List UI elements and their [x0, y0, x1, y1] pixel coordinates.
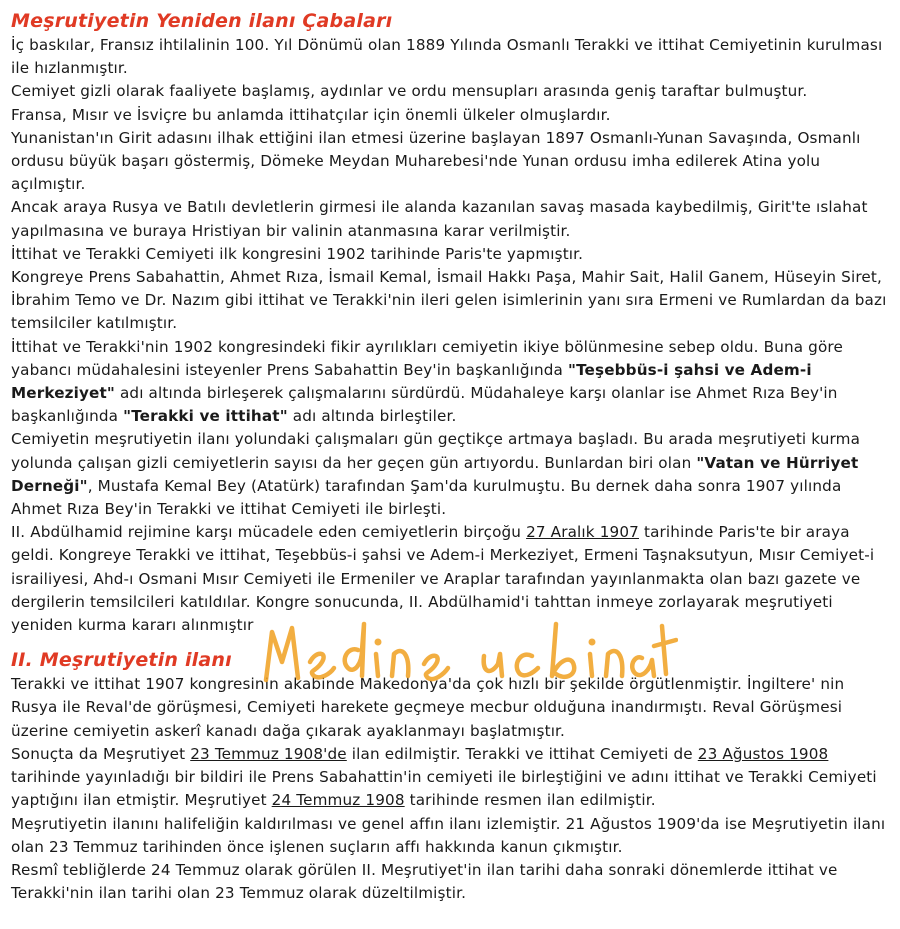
date-27-aralik-1907: 27 Aralık 1907 — [526, 523, 639, 542]
date-23-temmuz-1908: 23 Temmuz 1908'de — [190, 744, 347, 763]
bold-vatan-name: "Vatan ve Hürriyet Derneği" — [11, 453, 859, 495]
paragraph-2: Cemiyet gizli olarak faaliyete başlamış, aydınlar ve ordu mensupları arasında geniş taraftar bulmuştur. — [11, 82, 808, 101]
paragraph-13: Meşrutiyetin ilanını halifeliğin kaldırılması ve genel affın ilanı izlemiştir. 21 Ağustos 1909'da ise Meşrutiyetin ilanı olan 23 Temmuz tarihinden önce işlenen suçların affı hakkında kanun çıkmıştır. — [11, 814, 886, 856]
paragraph-11: Terakki ve ittihat 1907 kongresinin akabinde Makedonya'da çok hızlı bir şekilde örgütlenmiştir. İngiltere' nin Rusya ile Reval'de görüşmesi, Cemiyeti harekete geçmeye mecbur olduğuna inandırmıştı. Reval Görüşmesi üzerine cemiyetin askerî kanadı dağa çıkarak ayaklanmayı başlatmıştır. — [11, 675, 845, 740]
paragraph-6: İttihat ve Terakki Cemiyeti ilk kongresini 1902 tarihinde Paris'te yapmıştır. — [11, 244, 584, 263]
paragraph-12-text-c: ilan edilmiştir. Terakki ve ittihat Cemiyeti de — [346, 744, 698, 763]
paragraph-9-text-c: , Mustafa Kemal Bey (Atatürk) tarafından Şam'da kurulmuştu. Bu dernek daha sonra 1907 yılında Ahmet Rıza Bey'in Terakki ve ittihat Cemiyeti ile birleşti. — [11, 476, 842, 519]
date-23-agustos-1908: 23 Ağustos 1908 — [697, 744, 829, 763]
paragraph-12-text-e: tarihinde yayınladığı bir bildiri ile Prens Sabahattin'in cemiyeti ile birleştiğini ve adını ittihat ve Terakki Cemiyeti yaptığını ilan etmiştir. Meşrutiyet — [11, 768, 877, 810]
paragraph-12-text-a: Sonuçta da Meşrutiyet — [11, 744, 191, 763]
bold-teşebbüs-name: "Teşebbüs-i şahsi ve Adem-i Merkeziyet" — [11, 360, 812, 403]
paragraph-12 — [11, 743, 891, 813]
paragraph-8-text-c: adı altında birleşerek çalışmalarını sürdürdü. Müdahaleye karşı olanlar ise Ahmet Rıza Bey'in başkanlığında — [11, 384, 838, 426]
paragraph-4: Yunanistan'ın Girit adasını ilhak ettiğini ilan etmesi üzerine başlayan 1897 Osmanlı-Yunan Savaşında, Osmanlı ordusu büyük başarı göstermiş, Dömeke Meydan Muharebesi'nde Yunan ordusu imha edilerek Atina yolu açılmıştır. — [11, 128, 861, 194]
section-title-second-constitution: II. Meşrutiyetin ilanı — [11, 649, 232, 672]
paragraph-5: Ancak araya Rusya ve Batılı devletlerin girmesi ile alanda kazanılan savaş masada kaybedilmiş, Girit'te ıslahat yapılmasına ve buraya Hristiyan bir valinin atanmasına karar verilmiştir. — [11, 198, 868, 240]
paragraph-14: Resmî tebliğlerde 24 Temmuz olarak görülen II. Meşrutiyet'in ilan tarihi daha sonraki dönemlerde ittihat ve Terakki'nin ilan tarihi olan 23 Temmuz olarak düzeltilmiştir. — [11, 860, 838, 903]
paragraph-8-text-a: İttihat ve Terakki'nin 1902 kongresindeki fikir ayrılıkları cemiyetin ikiye bölünmesine sebep oldu. Buna göre yabancı müdahalesini isteyenler Prens Sabahattin Bey'in başkanlığında — [11, 337, 843, 379]
section-title-reform-efforts: Meşrutiyetin Yeniden ilanı Çabaları — [11, 10, 393, 32]
paragraph-3: Fransa, Mısır ve İsviçre bu anlamda ittihatçılar için önemli ülkeler olmuşlardır. — [11, 105, 611, 124]
paragraph-9-text-a: Cemiyetin meşrutiyetin ilanı yolundaki çalışmaları gün geçtikçe artmaya başladı. Bu arada meşrutiyeti kurma yolunda çalışan gizli cemiyetlerin sayısı da her geçen gün artıyordu. Bunlardan biri olan — [11, 430, 861, 472]
handwritten-signature — [258, 610, 678, 688]
paragraph-10-text-c: tarihinde Paris'te bir araya geldi. Kongreye Terakki ve ittihat, Teşebbüs-i şahsi ve Adem-i Merkeziyet, Ermeni Taşnaksutyun, Mısır Cemiyet-i israiliyesi, Ahd-ı Osmani Mısır Cemiyeti ile Ermeniler ve Araplar tarafından yayınlanmakta olan bazı gazete ve dergilerin temsilcileri katıldılar. Kongre sonucunda, II. Abdülhamid'i tahttan inmeye zorlayarak meşrutiyeti yeniden kurma kararı alınmıştır — [11, 523, 875, 635]
paragraph-9 — [11, 428, 891, 521]
paragraph-10-text-a: II. Abdülhamid rejimine karşı mücadele eden cemiyetlerin birçoğu — [11, 523, 527, 542]
date-24-temmuz-1908: 24 Temmuz 1908 — [271, 791, 405, 810]
paragraph-8-text-e: adı altında birleştiler. — [287, 407, 457, 426]
paragraph-1: İç baskılar, Fransız ihtilalinin 100. Yıl Dönümü olan 1889 Yılında Osmanlı Terakki ve ittihat Cemiyetinin kurulması ile hızlanmıştır. — [11, 36, 883, 78]
document-page — [11, 8, 891, 905]
paragraph-12-text-g: tarihinde resmen ilan edilmiştir. — [404, 791, 656, 810]
bold-terakki-name: "Terakki ve ittihat" — [123, 407, 288, 426]
paragraph-7: Kongreye Prens Sabahattin, Ahmet Rıza, İsmail Kemal, İsmail Hakkı Paşa, Mahir Sait, Halil Ganem, Hüseyin Siret, İbrahim Temo ve Dr. Nazım gibi ittihat ve Terakki'nin ileri gelen isimlerinin yanı sıra Ermeni ve Rumlardan da bazı temsilciler katılmıştır. — [11, 268, 887, 333]
paragraph-8 — [11, 336, 891, 429]
